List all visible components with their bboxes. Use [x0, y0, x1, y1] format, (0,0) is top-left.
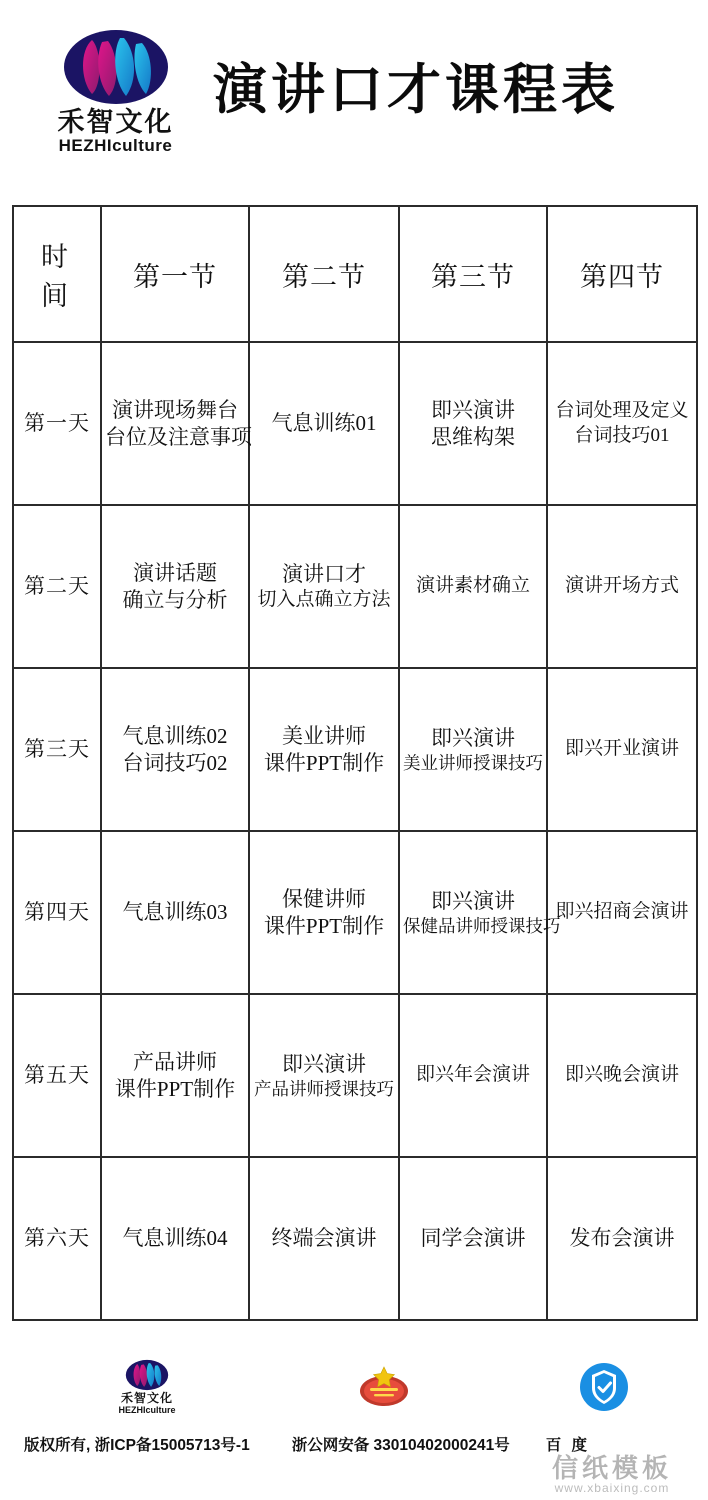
cell-day6-period1: 气息训练04	[101, 1157, 249, 1320]
column-header-period-2: 第二节	[249, 206, 399, 342]
row-day-label: 第五天	[13, 994, 101, 1157]
hezhi-logo-icon	[62, 28, 170, 106]
footer-logo-name-en: HEZHIculture	[118, 1405, 176, 1416]
logo-name-cn: 禾智文化	[57, 107, 174, 138]
schedule-table-container	[12, 205, 696, 1321]
cell-day1-period3: 即兴演讲 思维构架	[399, 342, 547, 505]
police-badge-icon[interactable]	[358, 1361, 410, 1413]
cell-day3-period3: 即兴演讲 美业讲师授课技巧	[399, 668, 547, 831]
cell-day5-period1: 产品讲师 课件PPT制作	[101, 994, 249, 1157]
trust-shield-icon[interactable]	[578, 1361, 630, 1413]
table-row	[13, 994, 697, 1157]
watermark-main: 信纸模板	[551, 1453, 672, 1483]
logo-name-en: HEZHIculture	[58, 136, 173, 156]
copyright-text: 版权所有, 浙ICP备15005713号-1	[24, 1437, 250, 1454]
cell-day6-period3: 同学会演讲	[399, 1157, 547, 1320]
cell-day1-period2: 气息训练01	[249, 342, 399, 505]
cell-day6-period4: 发布会演讲	[547, 1157, 697, 1320]
footer-brand-logo	[92, 1359, 202, 1416]
row-day-label: 第六天	[13, 1157, 101, 1320]
cell-day2-period1: 演讲话题 确立与分析	[101, 505, 249, 668]
footer-text-row	[0, 1433, 708, 1455]
cell-day4-period3: 即兴演讲 保健品讲师授课技巧	[399, 831, 547, 994]
table-row	[13, 668, 697, 831]
cell-day2-period2: 演讲口才 切入点确立方法	[249, 505, 399, 668]
table-header-row	[13, 206, 697, 342]
row-day-label: 第四天	[13, 831, 101, 994]
column-header-time: 时 间	[13, 206, 101, 342]
police-record-text[interactable]: 浙公网安备 33010402000241号	[291, 1437, 510, 1454]
cell-day2-period4: 演讲开场方式	[547, 505, 697, 668]
brand-logo	[28, 28, 203, 157]
column-header-period-3: 第三节	[399, 206, 547, 342]
cell-day3-period2: 美业讲师 课件PPT制作	[249, 668, 399, 831]
cell-day4-period4: 即兴招商会演讲	[547, 831, 697, 994]
row-day-label: 第二天	[13, 505, 101, 668]
cell-day5-period4: 即兴晚会演讲	[547, 994, 697, 1157]
table-row	[13, 505, 697, 668]
column-header-period-4: 第四节	[547, 206, 697, 342]
schedule-table	[12, 205, 698, 1321]
row-day-label: 第三天	[13, 668, 101, 831]
cell-day1-period1: 演讲现场舞台 台位及注意事项	[101, 342, 249, 505]
hezhi-logo-small-icon	[125, 1359, 169, 1391]
cell-day6-period2: 终端会演讲	[249, 1157, 399, 1320]
cell-day4-period2: 保健讲师 课件PPT制作	[249, 831, 399, 994]
table-row	[13, 342, 697, 505]
row-day-label: 第一天	[13, 342, 101, 505]
cell-day4-period1: 气息训练03	[101, 831, 249, 994]
page-title: 演讲口才课程表	[213, 60, 619, 120]
table-row	[13, 1157, 697, 1320]
column-header-period-1: 第一节	[101, 206, 249, 342]
table-row	[13, 831, 697, 994]
baidu-label[interactable]: 百 度	[545, 1437, 591, 1454]
page-header	[0, 0, 708, 185]
cell-day5-period2: 即兴演讲 产品讲师授课技巧	[249, 994, 399, 1157]
cell-day1-period4: 台词处理及定义 台词技巧01	[547, 342, 697, 505]
cell-day3-period4: 即兴开业演讲	[547, 668, 697, 831]
watermark	[522, 1455, 702, 1495]
watermark-sub: www.xbaixing.com	[554, 1481, 670, 1495]
cell-day5-period3: 即兴年会演讲	[399, 994, 547, 1157]
cell-day3-period1: 气息训练02 台词技巧02	[101, 668, 249, 831]
footer-icon-row	[0, 1355, 708, 1427]
footer-logo-name-cn: 禾智文化	[120, 1391, 173, 1405]
cell-day2-period3: 演讲素材确立	[399, 505, 547, 668]
